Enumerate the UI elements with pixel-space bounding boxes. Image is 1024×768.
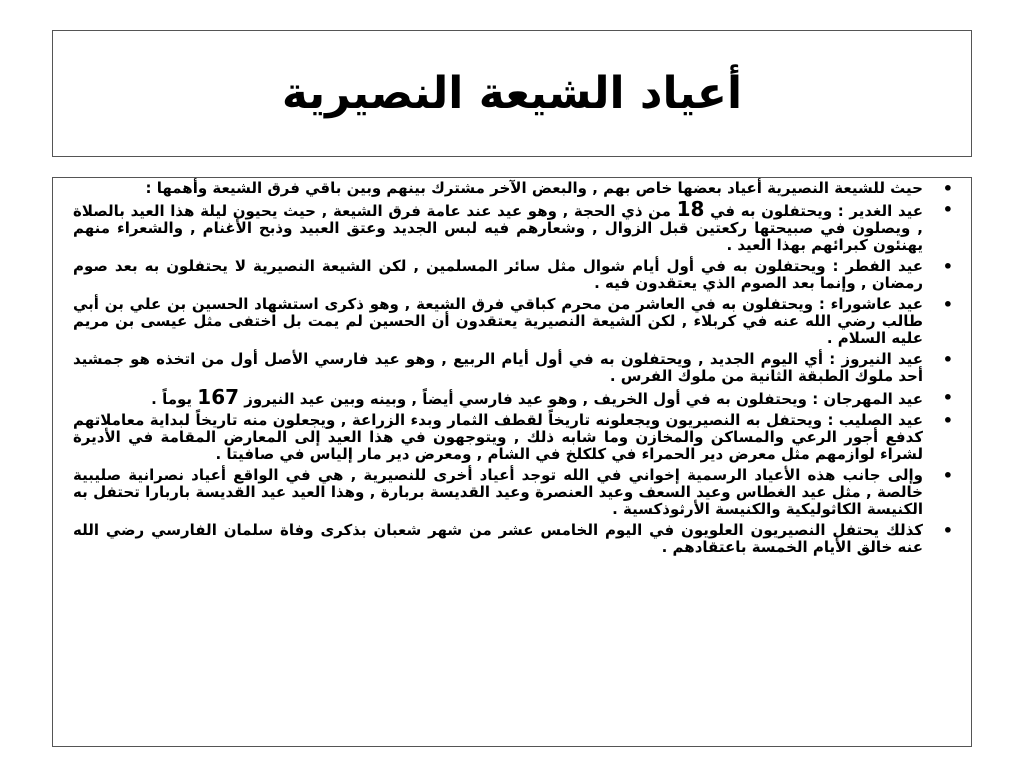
bullet-item: • وإلى جانب هذه الأعياد الرسمية إخواني في الله توجد أعياد أخرى للنصيرية , هي في الواقع أعياد نصرانية صليبية خالصة , مثل عيد الغطاس وعيد السعف وعيد العنصرة وعيد القديسة بربارة , وهذا العيد عيد القديسة باربارا تحتفل به الكنيسة الكاثوليكية والكنيسة الأرثوذكسية . — [73, 467, 953, 518]
bullet-item: • حيث للشيعة النصيرية أعياد بعضها خاص بهم , والبعض الآخر مشترك بينهم وبين باقي فرق الشيعة وأهمها : — [73, 180, 953, 197]
content-box — [52, 177, 972, 747]
bullet-item: • كذلك يحتفل النصيريون العلويون في اليوم الخامس عشر من شهر شعبان بذكرى وفاة سلمان الفارسي رضي الله عنه خالق الأيام الخمسة باعتقادهم . — [73, 522, 953, 556]
title-box — [52, 30, 972, 157]
bullet-item: • عيد المهرجان : ويحتفلون به في أول الخريف , وهو عيد فارسي أيضاً , وبينه وبين عيد النيروز 167 يوماً . — [73, 389, 953, 408]
bullet-item: • عيد الصليب : ويحتفل به النصيريون ويجعلونه تاريخاً لقطف الثمار وبدء الزراعة , ويجعلون منه تاريخاً لبداية معاملاتهم كدفع أجور الرعي والمساكن والمخازن وما شابه ذلك , ويتوجهون في هذا العيد إلى المعارض المقامة في الأديرة لشراء لوازمهم مثل معرض دير الحمراء في كلكلخ في الشام , ومعرض دير مار إلياس في صافيتا . — [73, 412, 953, 463]
bullet-item: • عيد النيروز : أي اليوم الجديد , ويحتفلون به في أول أيام الربيع , وهو عيد فارسي الأصل أول من اتخذه هو جمشيد أحد ملوك الطبقة الثانية من ملوك الفرس . — [73, 351, 953, 385]
bullet-item: • عيد الغدير : ويحتفلون به في 18 من ذي الحجة , وهو عيد عند عامة فرق الشيعة , حيث يحيون ليلة هذا العيد بالصلاة , ويصلون في صبيحتها ركعتين قبل الزوال , وشعارهم فيه لبس الجديد وعتق العبيد وذبح الأغنام , والشعراء منهم يهنئون كبرائهم بهذا العيد . — [73, 201, 953, 254]
slide-title: أعياد الشيعة النصيرية — [281, 68, 743, 119]
bullet-list — [53, 178, 971, 556]
inline-number: 18 — [676, 197, 705, 221]
inline-number: 167 — [197, 385, 240, 409]
bullet-item: • عيد الفطر : ويحتفلون به في أول أيام شوال مثل سائر المسلمين , لكن الشيعة النصيرية لا يحتفلون به بعد صوم رمضان , وإنما بعد الصوم الذي يعتقدون فيه . — [73, 258, 953, 292]
bullet-item: • عيد عاشوراء : ويحتفلون به في العاشر من محرم كباقي فرق الشيعة , وهو ذكرى استشهاد الحسين بن علي بن أبي طالب رضي الله عنه في كربلاء , لكن الشيعة النصيرية يعتقدون أن الحسين لم يمت بل اختفى مثل عيسى بن مريم عليه السلام . — [73, 296, 953, 347]
